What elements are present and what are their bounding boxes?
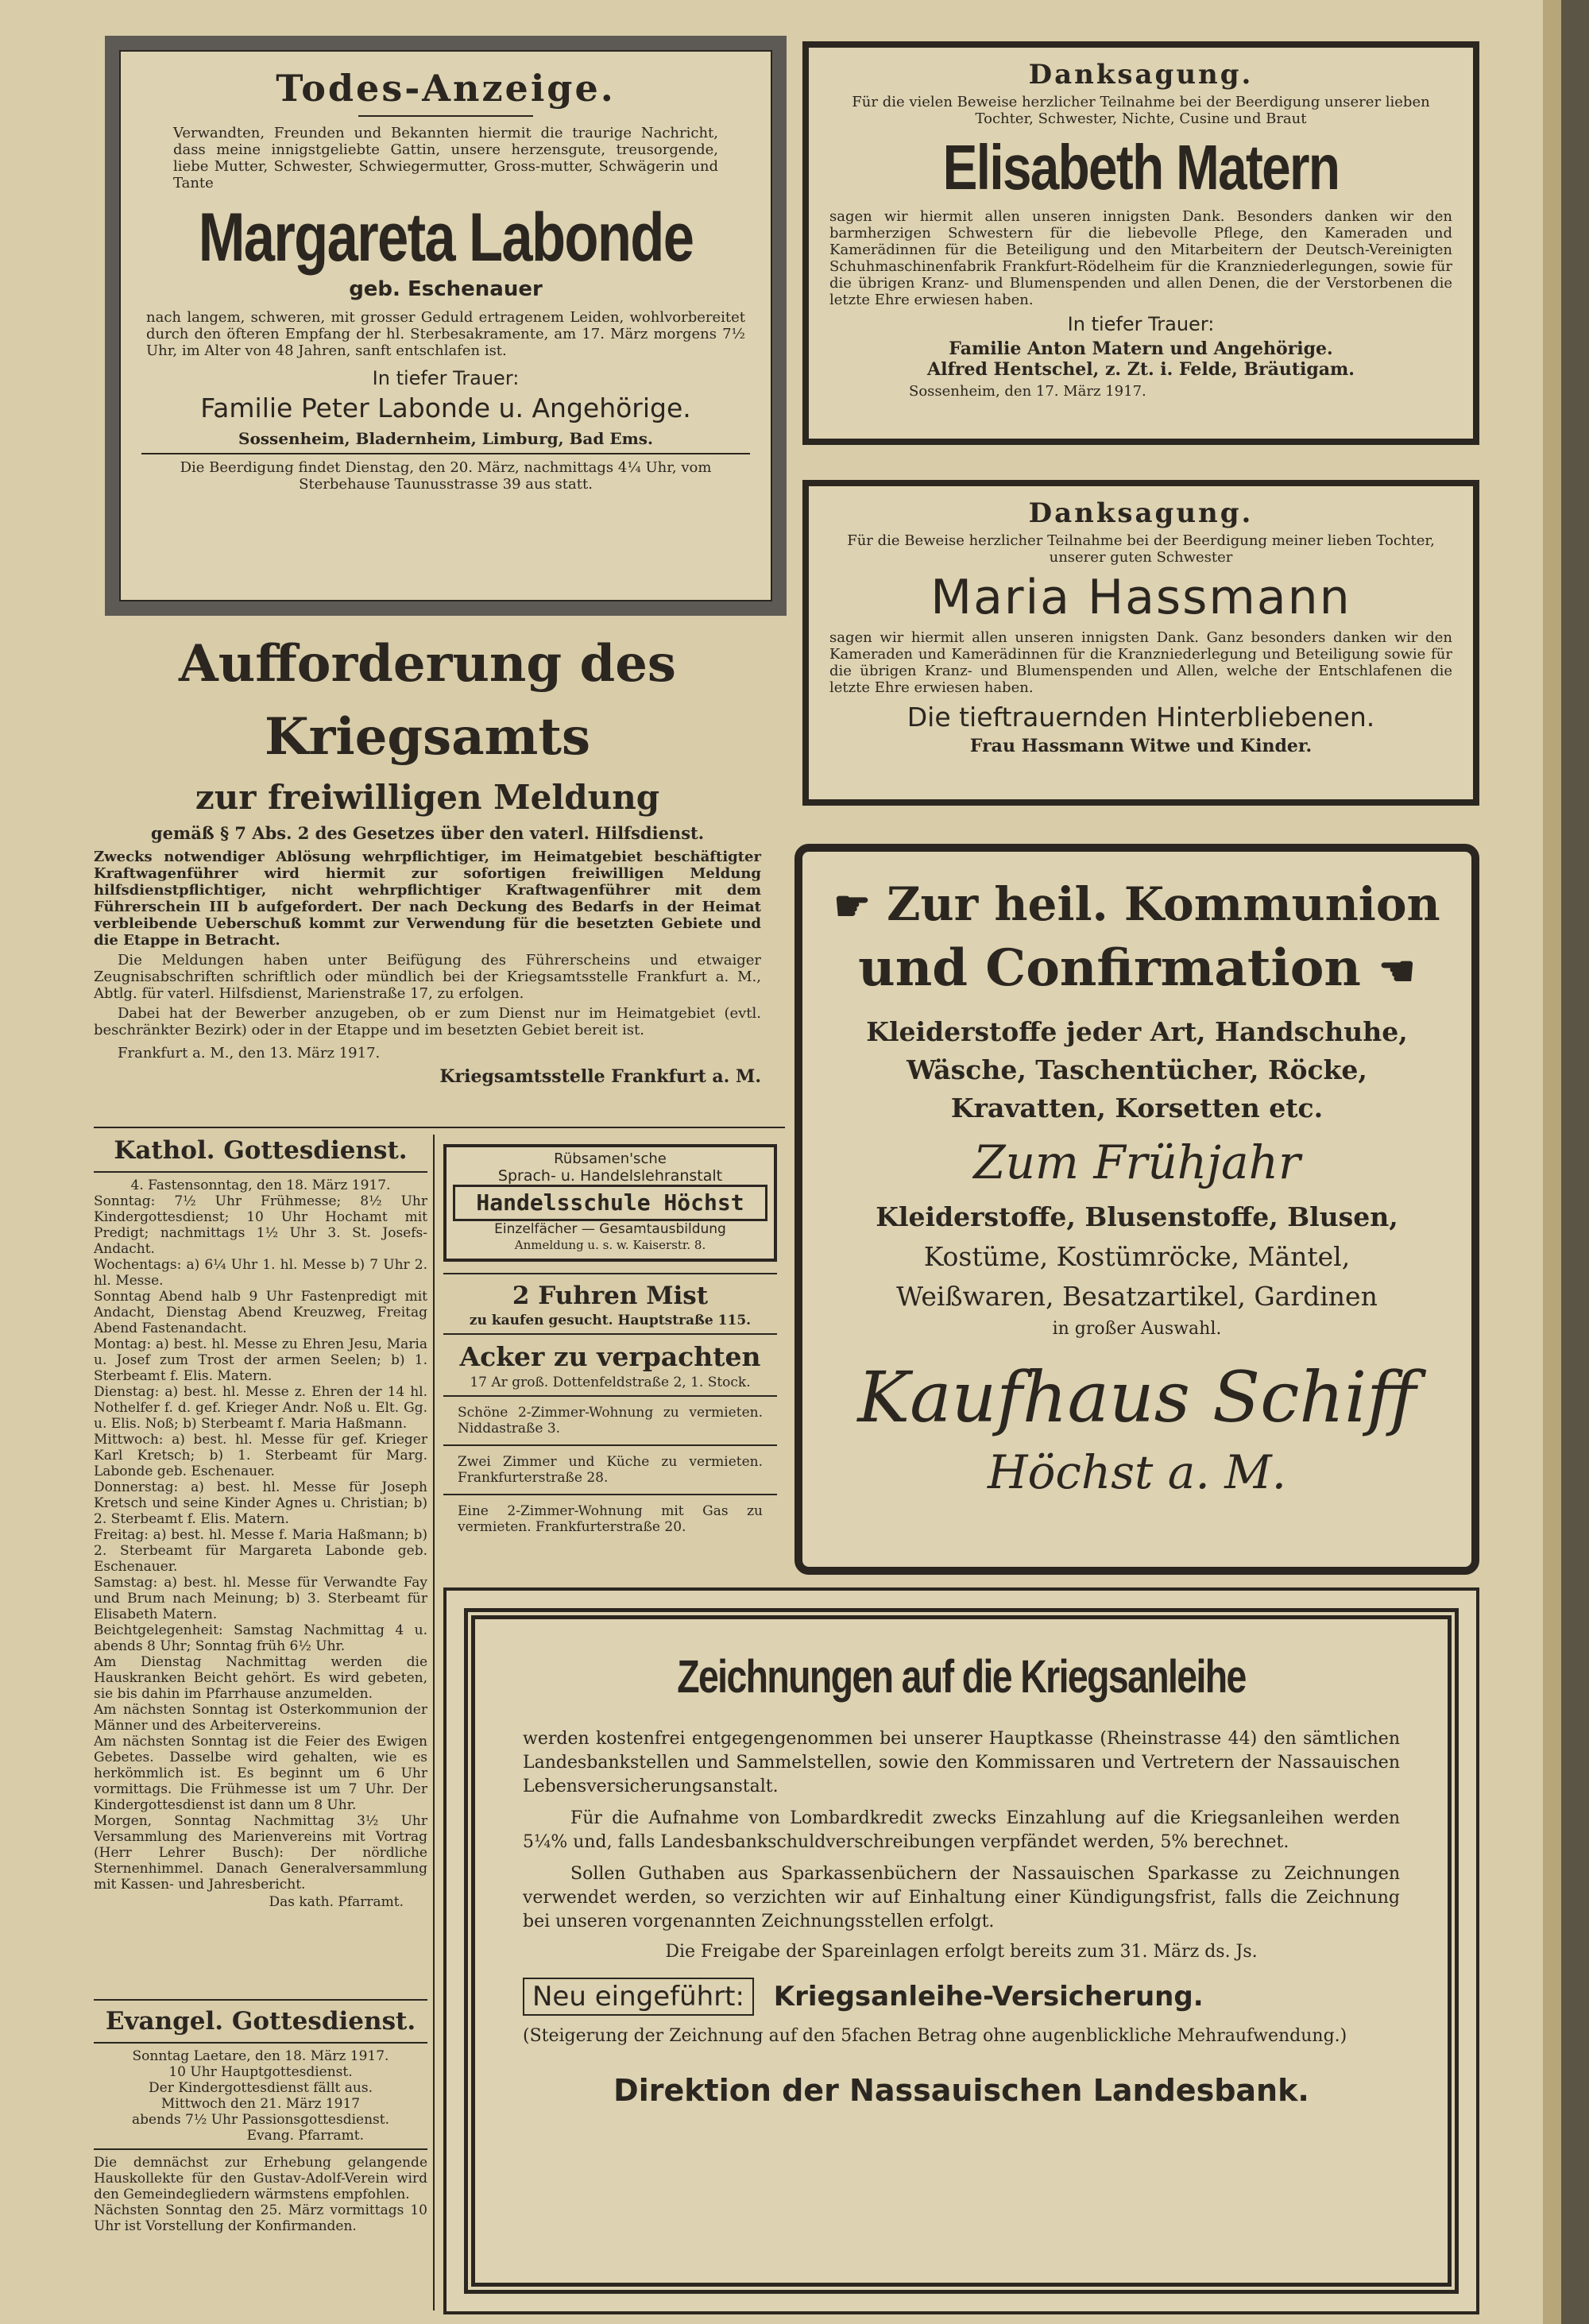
thanks-title: Danksagung. [1028,497,1254,529]
protestant-services [94,1994,427,2312]
headline-text: Zur heil. Kommunion [887,877,1440,931]
kriegsamt-title: Aufforderung des Kriegsamts [179,634,676,767]
thanks-intro: Für die Beweise herzlicher Teilnahme bei der Beerdigung meiner lieben Tochter, unserer guten Schwester [847,532,1435,566]
kriegsamt-p2: Die Meldungen haben unter Beifügung des Führerscheins und etwaiger Zeugnisabschriften schriftlich oder mündlich bei der Kriegsamtsstelle Frankfurt a. M., Abtlg. für vaterl. Hilfsdienst, Marienstraße 17, zu erfolgen. [94,952,761,1002]
death-notice-title: Todes-Anzeige. [276,67,616,110]
thanks-notice-hassmann [802,480,1479,806]
ad-body: Eine 2-Zimmer-Wohnung mit Gas zu vermieten. Frankfurterstraße 20. [458,1503,763,1535]
product-line: Wäsche, Taschentücher, Röcke, [907,1054,1367,1085]
ad-head: 2 Fuhren Mist [512,1282,709,1310]
kriegsamt-notice [94,628,761,1120]
product-line: Kleiderstoffe, Blusenstoffe, Blusen, [876,1201,1398,1232]
mourning-family: Familie Peter Labonde u. Angehörige. [200,392,691,423]
product-line: Weißwaren, Besatzartikel, Gardinen [896,1281,1378,1312]
divider [94,2042,427,2044]
closing: Die tieftrauernden Hinterbliebenen. [907,702,1375,733]
death-notice-body: nach langem, schweren, mit grosser Geduld ertragenem Leiden, wohlvorbereitet durch den öfteren Empfang der hl. Sterbesakramente, am 17. März morgens 7½ Uhr, im Alter von 48 Jahren, sanft entschlafen ist. [146,309,745,359]
ad-body: zu kaufen gesucht. Hauptstraße 115. [469,1313,752,1328]
trauer-label: In tiefer Trauer: [1067,313,1215,335]
kriegsamt-date: Frankfurt a. M., den 13. März 1917. [118,1045,381,1061]
catholic-line: Freitag: a) best. hl. Messe f. Maria Haßmann; b) 2. Sterbeamt für Margareta Labonde geb. Eschenauer. [94,1527,427,1575]
bond-p5: (Steigerung der Zeichnung auf den 5fachen Betrag ohne augenblickliche Mehraufwendung.) [523,2026,1347,2046]
protestant-line: Der Kindergottesdienst fällt aus. [149,2080,373,2096]
ad-headline [822,935,1452,1005]
divider [443,1494,777,1495]
protestant-sign: Evang. Pfarramt. [246,2128,364,2144]
spring-headline: Zum Frühjahr [973,1135,1301,1189]
protestant-title: Evangel. Gottesdienst. [105,2007,416,2036]
divider [443,1273,777,1274]
catholic-line: Sonntag Abend halb 9 Uhr Fastenpredigt mit Andacht, Dienstag Abend Kreuzweg, Freitag Abend Fastenandacht. [94,1289,427,1336]
catholic-line: Am nächsten Sonntag ist Osterkommunion der Männer und des Arbeitervereins. [94,1702,427,1734]
places: Sossenheim, Bladernheim, Limburg, Bad Ems. [238,429,653,448]
ad-body: Schöne 2-Zimmer-Wohnung zu vermieten. Niddastraße 3. [458,1405,763,1437]
divider [94,1999,427,2001]
handelsschule-ad [443,1144,777,1262]
kriegsamt-p1: Zwecks notwendiger Ablösung wehrpflichtiger, im Heimatgebiet beschäftigter Kraftwagenführer wird hiermit zur sofortigen freiwilligen Meldung hilfsdienstpflichtiger, nicht wehrpflichtiger Kraftwagenführer mit dem Führerschein III b aufgefordert. Der nach Deckung des Bedarfs in der Heimat verbleibende Ueberschuß kommt zur Verwendung für die besetzten Gebiete und die Etappe in Betracht. [94,849,761,949]
thanks-notice-matern [802,41,1479,445]
deceased-name: Maria Hassmann [930,570,1351,625]
catholic-line: Am Dienstag Nachmittag werden die Hauskranken Beicht gehört. Es wird gebeten, sie bis dahin im Pfarrhause anzumelden. [94,1654,427,1702]
bond-p2: Für die Aufnahme von Lombardkredit zwecks Einzahlung auf die Kriegsanleihen werden 5¼% und, falls Landesbankschuldverschreibungen verpfändet werden, 5% berechnet. [523,1808,1400,1852]
catholic-line: Beichtgelegenheit: Samstag Nachmittag 4 u. abends 8 Uhr; Sonntag früh 6½ Uhr. [94,1622,427,1654]
catholic-sign: Das kath. Pfarramt. [269,1894,404,1910]
catholic-line: 4. Fastensonntag, den 18. März 1917. [130,1177,391,1193]
maiden-name: geb. Eschenauer [349,277,543,301]
trauer-label: In tiefer Trauer: [372,367,520,389]
deceased-name: Margareta Labonde [198,199,694,276]
ad-body: 17 Ar groß. Dottenfeldstraße 2, 1. Stock. [470,1375,751,1390]
protestant-line: Mittwoch den 21. März 1917 [160,2096,361,2112]
school-owner: Rübsamen'sche [554,1150,667,1167]
school-subjects: Einzelfächer — Gesamtausbildung [494,1221,726,1237]
divider [94,1171,427,1173]
divider [94,2148,427,2150]
catholic-line: Morgen, Sonntag Nachmittag 3½ Uhr Versammlung des Marienvereins mit Vortrag (Herr Lehrer Busch): Der nördliche Sternenhimmel. Danach Generalversammlung mit Kassen- und Jahresbericht. [94,1813,427,1893]
protestant-line: Sonntag Laetare, den 18. März 1917. [132,2048,389,2064]
thanks-body: sagen wir hiermit allen unseren innigsten Dank. Ganz besonders danken wir den Kameraden und Kamerädinnen für die Kranzniederlegung und Beteiligung sowie für die übrigen Kranz- und Blumenspenden und Allen, welche der Entschlafenen die letzte Ehre erwiesen haben. [829,629,1452,696]
protestant-line: abends 7½ Uhr Passionsgottesdienst. [132,2112,389,2128]
catholic-title: Kathol. Gottesdienst. [114,1136,408,1165]
product-line: Kravatten, Korsetten etc. [950,1092,1324,1123]
ad-head: Acker zu verpachten [459,1341,761,1372]
kriegsamt-subtitle: zur freiwilligen Meldung [195,778,660,817]
catholic-line: Dienstag: a) best. hl. Messe z. Ehren der 14 hl. Nothelfer f. d. gef. Krieger Andr. Noß u. Elt. Gg. u. Elis. Noß; b) Sterbeamt f. Maria Haßmann. [94,1384,427,1432]
divider [443,1395,777,1397]
mourning-family: Familie Anton Matern und Angehörige. [949,338,1333,359]
ad-body: Zwei Zimmer und Küche zu vermieten. Frankfurterstraße 28. [458,1454,763,1486]
divider [443,1444,777,1446]
headline-text: und Confirmation [858,938,1361,998]
fiance: Alfred Hentschel, z. Zt. i. Felde, Bräutigam. [927,359,1355,380]
kriegsamt-p3: Dabei hat der Bewerber anzugeben, ob er zum Dienst nur im Heimatgebiet (evtl. beschränkter Bezirk) oder in der Etappe und im besetzten Gebiet bereit ist. [94,1005,761,1038]
deceased-name: Elisabeth Matern [942,132,1340,203]
kaufhaus-schiff-ad [794,844,1479,1575]
protestant-line: Nächsten Sonntag den 25. März vormittags 10 Uhr ist Vorstellung der Konfirmanden. [94,2202,427,2234]
product-line: in großer Auswahl. [1052,1319,1222,1339]
product-line: Kostüme, Kostümröcke, Mäntel, [923,1241,1351,1272]
pointing-hand-icon: ☛ [1378,947,1416,996]
column-rule [433,1135,435,2310]
store-name: Kaufhaus Schiff [857,1356,1417,1438]
thanks-title: Danksagung. [1028,59,1254,91]
catholic-line: Donnerstag: a) best. hl. Messe für Joseph Kretsch und seine Kinder Agnes u. Christian; b) 2. Sterbeamt f. Elis. Matern. [94,1479,427,1527]
catholic-line: Am nächsten Sonntag ist die Feier des Ewigen Gebetes. Dasselbe wird gehalten, wie es herkömmlich ist. Es beginnt um 6 Uhr vormittags. Die Frühmesse ist um 7 Uhr. Der Kindergottesdienst ist dann um 8 Uhr. [94,1734,427,1813]
new-label: Neu eingeführt: [523,1978,754,2016]
ornamental-border [464,1608,1459,2294]
thanks-intro: Für die vielen Beweise herzlicher Teilnahme bei der Beerdigung unserer lieben Tochter, Schwester, Nichte, Cusine und Braut [852,94,1430,127]
notice-date: Sossenheim, den 17. März 1917. [909,383,1146,400]
death-notice-intro: Verwandten, Freunden und Bekannten hiermit die traurige Nachricht, dass meine innigstgeliebte Gattin, unsere herzensgute, treusorgende, liebe Mutter, Schwester, Schwiegermutter, Gross-mutter, Schwägerin und Tante [173,125,718,191]
mourning-family: Frau Hassmann Witwe und Kinder. [969,736,1313,756]
school-address: Anmeldung u. s. w. Kaiserstr. 8. [514,1238,706,1252]
divider [141,453,750,454]
new-product: Kriegsanleihe-Versicherung. [773,1981,1204,2013]
thanks-body: sagen wir hiermit allen unseren innigsten Dank. Besonders danken wir den barmherzigen Schwestern für die liebevolle Pflege, den Kameraden und Kamerädinnen für die Beteiligung und den Mitarbeitern der Deutsch-Vereinigten Schuhmaschinenfabrik Frankfurt-Rödelheim für die Kranzniederlegungen, sowie für die übrigen Kranz- und Blumenspenden und allen Denen, die der Verstorbenen die letzte Ehre erwiesen haben. [829,208,1452,308]
bond-title: Zeichnungen auf die Kriegsanleihe [677,1651,1246,1703]
catholic-line: Sonntag: 7½ Uhr Frühmesse; 8½ Uhr Kindergottesdienst; 10 Uhr Hochamt mit Predigt; nachmittags 1½ Uhr 3. St. Josefs-Andacht. [94,1193,427,1257]
kriegsamt-legal: gemäß § 7 Abs. 2 des Gesetzes über den vaterl. Hilfsdienst. [150,823,705,843]
store-place: Höchst a. M. [987,1445,1287,1499]
school-name: Handelsschule Höchst [453,1185,767,1221]
divider [358,115,533,117]
bond-sign: Direktion der Nassauischen Landesbank. [613,2073,1309,2108]
death-notice [105,36,787,616]
catholic-line: Samstag: a) best. hl. Messe für Verwandte Fay und Brum nach Meinung; b) 3. Sterbeamt für Elisabeth Matern. [94,1575,427,1622]
product-line: Kleiderstoffe jeder Art, Handschuhe, [866,1016,1408,1047]
catholic-line: Montag: a) best. hl. Messe zu Ehren Jesu, Maria u. Josef zum Trost der armen Seelen; b) 1. Sterbeamt f. Elis. Matern. [94,1336,427,1384]
pointing-hand-icon: ☛ [833,882,871,930]
catholic-line: Mittwoch: a) best. hl. Messe für gef. Krieger Karl Kretsch; b) 1. Sterbeamt für Marg. Labonde geb. Eschenauer. [94,1432,427,1479]
bond-p4: Die Freigabe der Spareinlagen erfolgt bereits zum 31. März ds. Js. [665,1942,1258,1962]
funeral-info: Die Beerdigung findet Dienstag, den 20. März, nachmittags 4¼ Uhr, vom Sterbehause Taunusstrasse 39 aus statt. [180,459,712,493]
ad-headline [822,876,1452,935]
divider [443,1333,777,1335]
protestant-line: 10 Uhr Hauptgottesdienst. [168,2064,353,2080]
bond-p3: Sollen Guthaben aus Sparkassenbüchern der Nassauischen Sparkasse zu Zeichnungen verwendet werden, so verzichten wir auf Einhaltung einer Kündigungsfrist, falls die Zeichnung bei unseren vorgenannten Zeichnungsstellen erfolgt. [523,1864,1400,1932]
school-type: Sprach- u. Handelslehranstalt [497,1167,723,1185]
bond-p1: werden kostenfrei entgegengenommen bei unserer Hauptkasse (Rheinstrasse 44) den sämtlichen Landesbankstellen und Sammelstellen, sowie den Kommissaren und Vertretern der Nassauischen Lebensversicherungsanstalt. [523,1729,1400,1796]
section-divider [94,1127,785,1128]
kriegsamt-sign: Kriegsamtsstelle Frankfurt a. M. [439,1066,761,1087]
protestant-line: Die demnächst zur Erhebung gelangende Hauskollekte für den Gustav-Adolf-Verein wird den Gemeindegliedern wärmstens empfohlen. [94,2155,427,2202]
catholic-line: Wochentags: a) 6¼ Uhr 1. hl. Messe b) 7 Uhr 2. hl. Messe. [94,1257,427,1289]
classified-ads [443,1268,777,1570]
new-offer [523,1978,1400,2015]
war-bond-ad [443,1587,1479,2314]
binding-edge [1561,0,1589,2324]
catholic-services [94,1135,427,1993]
